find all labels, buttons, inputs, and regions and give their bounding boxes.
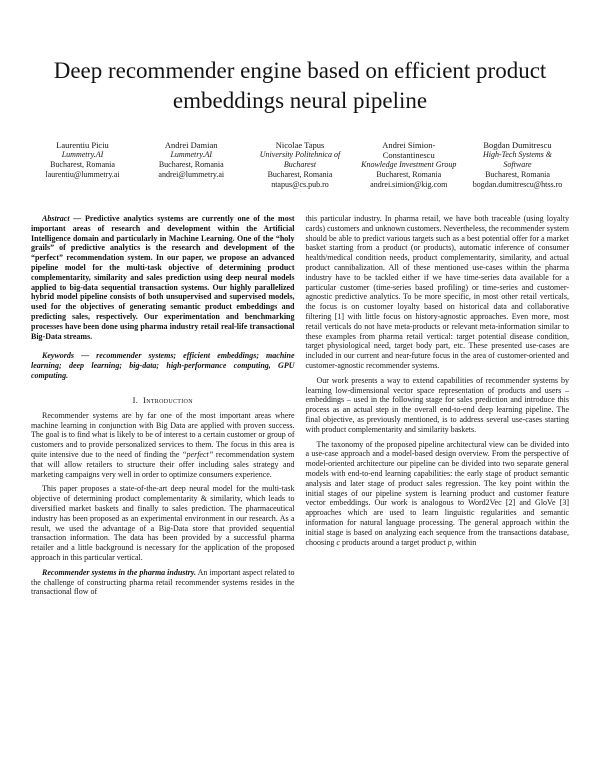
text-segment: Predictive analytics systems are currently one of the most important areas of research and development within the Artificial Intelligence domain and particularly in Machine Learning. One of the “holy grails” of predictive analytics is the research and development of the “perfect” recommendation system. In our paper, we propose an advanced pipeline model for the multi-task objective of determining product complementarity, similarity and sales prediction using deep neural models applied to big-data sequential transaction systems. Our highly parallelized hybrid model pipeline consists of both unsupervised and supervised models, used for the objectives of generating semantic product embeddings and predicting sales, respectively. Our experimentation and benchmarking processes have been done using pharma industry retail real-life transactional Big-Data streams. (31, 214, 295, 341)
author-location: Bucharest, Romania (485, 170, 550, 179)
keywords-paragraph (31, 351, 295, 380)
text-segment: Recommender systems are by far one of the most important areas where machine learning in conjunction with Big Data are applied with proven success. The goal is to find what is likely to be of interest to a certain customer or group of customers and to provide personalized services to them. The focus in this area is quite intensive due to the need of finding the (31, 410, 295, 459)
text-segment: “perfect” (182, 449, 214, 459)
author-block (142, 140, 241, 180)
text-segment: This paper proposes a state-of-the-art deep neural model for the multi-task objective of determining product complementarity & similarity, which leads to diversified market baskets and finally to sales prediction. The pharmaceutical industry has been proposed as an experimental environment in our research. As a result, we used the advantage of a Big-Data store that provided sequential transaction information. The data has been provided by a successful pharma retailer and a little background is necessary for the application of the proposed approach in this particular vertical. (31, 484, 295, 562)
text-segment: c (336, 537, 340, 547)
intro-paragraph-2 (31, 484, 295, 562)
author-email: bogdan.dumitrescu@htss.ro (472, 180, 563, 189)
author-location: Bucharest, Romania (376, 170, 442, 179)
intro-paragraph-3 (31, 568, 295, 597)
author-name: Laurentiu Piciu (56, 140, 109, 150)
text-segment: Our work presents a way to extend capabilities of recommender systems by learning low-dimensional vector space representation of products and users – embeddings – used in the following stage for sales prediction and introduce this process as an actual step in the overall end-to-end deep learning pipeline. The final objective, as previously mentioned, is to address several use-cases starting with product complementarity and similarity baskets. (305, 375, 569, 434)
text-segment: , within (451, 537, 477, 547)
author-email: laurentiu@lummetry.ai (45, 170, 120, 179)
author-affiliation: High-Tech Systems & Software (482, 150, 553, 169)
author-block (251, 140, 350, 190)
author-block (359, 140, 458, 190)
text-segment: Abstract — (42, 214, 86, 223)
text-segment: Recommender systems in the pharma industry. (42, 567, 197, 577)
our-work-paragraph (306, 376, 570, 435)
text-segment: this particular industry. In pharma retail, we have both traceable (using loyalty cards) customers and unknown customers. Nevertheless, the recommender system should be able to predict various targets such as a best potential offer for a market basket starting from a product (or products), automatic inference of consumer health/medical condition needs, product complementarity, similarity, and actual product cannibalization. All of these mentioned use-cases within the pharma industry have to be tackled either if we have time-series data available for a particular customer (time-series based profiling) or time-series and customer-agnostic predictive analytics. To be more specific, in most other retail verticals, the focus is on customer loyalty based on historical data and collaborative filtering [1] with little focus on history-agnostic approaches. Even more, most retail verticals do not have meta-products or relevant meta-information similar to these examples from pharma retail vertical: target potential disease condition, target physiological need, target body part, etc. These presented use-cases are included in our current and near-future focus in the area of customer-oriented and customer-agnostic recommender systems. (305, 214, 569, 370)
text-segment: products around a target product (339, 537, 448, 547)
author-affiliation: Lummetry.AI (61, 150, 104, 159)
author-block (468, 140, 567, 190)
paper-title: Deep recommender engine based on efficient product embeddings neural pipeline (53, 58, 547, 113)
section-heading: I. Introduction (132, 394, 193, 405)
author-name: Bogdan Dumitrescu (483, 140, 552, 150)
author-name: Andrei Simion-Constantinescu (382, 140, 436, 160)
text-segment: An important aspect related to the challenge of constructing pharma retail recommender systems resides in the transactional flow of (31, 567, 295, 597)
author-name: Nicolae Tapus (275, 140, 325, 150)
author-affiliation: Lummetry.AI (170, 150, 213, 159)
author-block (33, 140, 132, 180)
author-affiliation: Knowledge Investment Group (361, 160, 457, 169)
author-name: Andrei Damian (164, 140, 218, 150)
text-segment: p (447, 537, 452, 547)
author-location: Bucharest, Romania (50, 160, 115, 169)
pharma-usecases-paragraph (306, 214, 570, 371)
author-email: andrei.simion@kig.com (370, 180, 448, 189)
taxonomy-paragraph (306, 440, 570, 548)
author-location: Bucharest, Romania (267, 170, 333, 179)
body-columns (31, 214, 569, 602)
column-left (31, 214, 295, 602)
author-location: Bucharest, Romania (158, 160, 224, 169)
intro-paragraph-1 (31, 411, 295, 480)
text-segment: The taxonomy of the proposed pipeline architectural view can be divided into a use-case approach and a model-based design overview. From the perspective of model-oriented architecture our pipeline can be divided into two separate general models with end-to-end learning capabilities: the early stage of product semantic analysis and later stage of product sales regression. The key point within the initial stages of our pipeline system is learning product and customer feature vector embeddings. Our work is analogous to Word2Vec [2] and GloVe [3] approaches which are used to learn linguistic regularities and semantic information for natural language processing. The general approach within the initial stage is based on analyzing each sequence from the transactions database, choosing (305, 439, 569, 547)
author-email: ntapus@cs.pub.ro (271, 180, 329, 189)
column-right (306, 214, 570, 602)
text-segment: recommendation system that will allow retailers to structure their offer including sales strategy and marketing campaigns very well in order to optimize consumers experience. (31, 449, 295, 479)
author-list (33, 140, 567, 190)
author-affiliation: University Politehnica of Bucharest (259, 150, 341, 169)
abstract-paragraph (31, 214, 295, 341)
text-segment: Keywords — recommender systems; efficient embeddings; machine learning; deep learning; big-data; high-performance computing, GPU computing. (31, 351, 295, 380)
author-email: andrei@lummetry.ai (158, 170, 225, 179)
